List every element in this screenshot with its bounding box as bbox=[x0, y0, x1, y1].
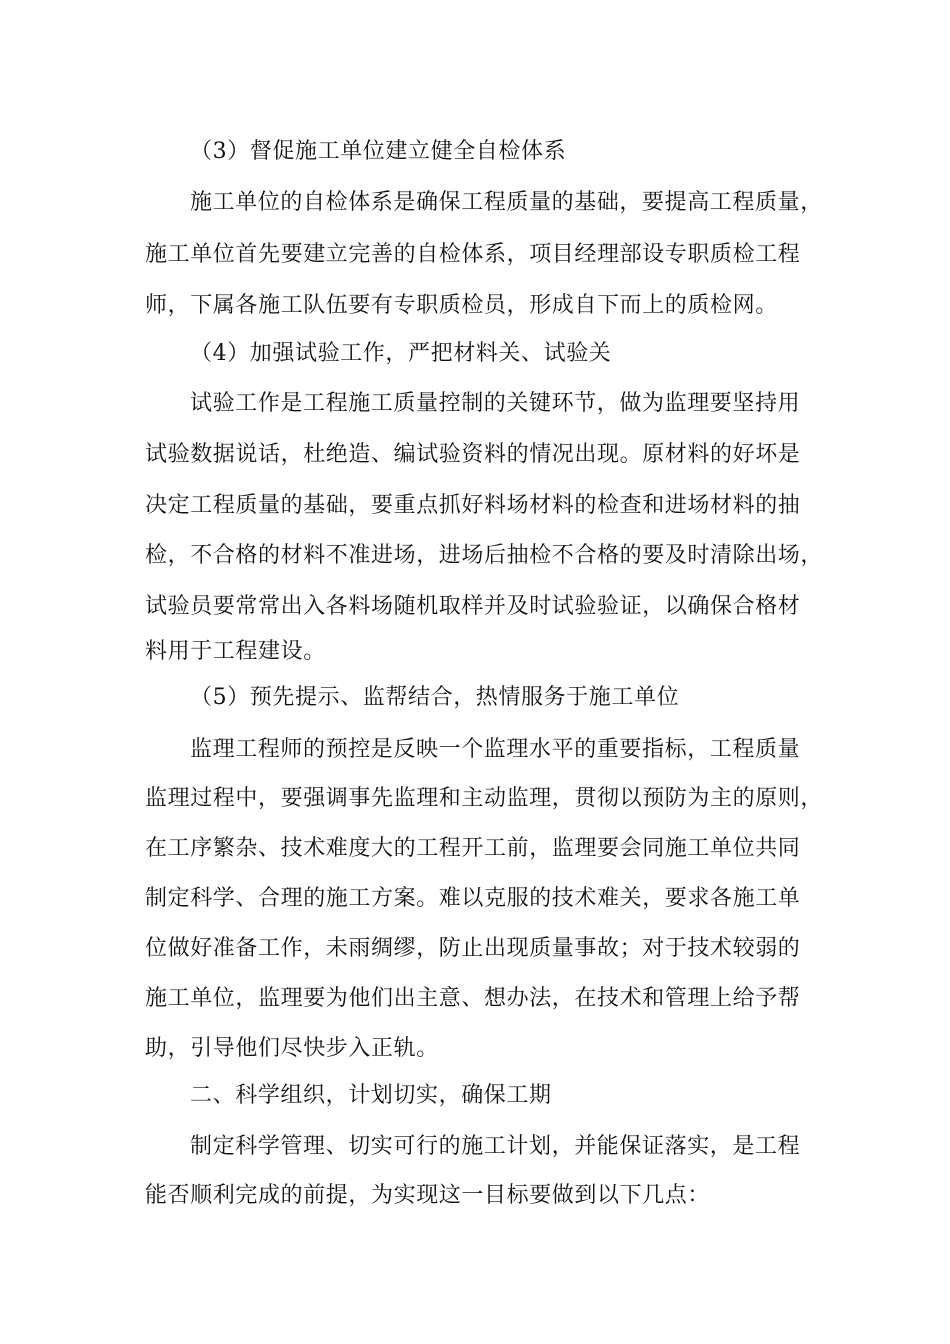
paragraph-line: 检，不合格的材料不准进场，进场后抽检不合格的要及时清除出场， bbox=[145, 543, 824, 568]
paragraph-line: 制定科学管理、切实可行的施工计划，并能保证落实，是工程 bbox=[190, 1134, 801, 1159]
heading-5: （5）预先提示、监帮结合，热情服务于施工单位 bbox=[190, 685, 680, 710]
paragraph-line: 施工单位首先要建立完善的自检体系，项目经理部设专职质检工程 bbox=[145, 242, 801, 267]
paragraph-line: 监理过程中，要强调事先监理和主动监理，贯彻以预防为主的原则， bbox=[145, 786, 824, 811]
paragraph-line: 监理工程师的预控是反映一个监理水平的重要指标，工程质量 bbox=[190, 737, 801, 762]
paragraph-line: 施工单位的自检体系是确保工程质量的基础，要提高工程质量， bbox=[190, 190, 823, 215]
paragraph-line: 试验工作是工程施工质量控制的关键环节，做为监理要坚持用 bbox=[190, 391, 801, 416]
paragraph-line: 在工序繁杂、技术难度大的工程开工前，监理要会同施工单位共同 bbox=[145, 836, 801, 861]
paragraph-line: 师，下属各施工队伍要有专职质检员，形成自下而上的质检网。 bbox=[145, 293, 778, 318]
paragraph-line: 决定工程质量的基础，要重点抓好料场材料的检查和进场材料的抽 bbox=[145, 493, 801, 518]
paragraph-line: 料用于工程建设。 bbox=[145, 639, 326, 664]
section-heading-2: 二、科学组织，计划切实，确保工期 bbox=[190, 1083, 552, 1108]
paragraph-line: 能否顺利完成的前提，为实现这一目标要做到以下几点： bbox=[145, 1183, 711, 1208]
paragraph-line: 位做好准备工作，未雨绸缪，防止出现质量事故；对于技术较弱的 bbox=[145, 936, 801, 961]
paragraph-line: 施工单位，监理要为他们出主意、想办法，在技术和管理上给予帮 bbox=[145, 986, 801, 1011]
heading-4: （4）加强试验工作，严把材料关、试验关 bbox=[190, 341, 612, 366]
paragraph-line: 助，引导他们尽快步入正轨。 bbox=[145, 1036, 439, 1061]
paragraph-line: 试验员要常常出入各料场随机取样并及时试验验证，以确保合格材 bbox=[145, 594, 801, 619]
paragraph-line: 试验数据说话，杜绝造、编试验资料的情况出现。原材料的好坏是 bbox=[145, 442, 801, 467]
paragraph-line: 制定科学、合理的施工方案。难以克服的技术难关，要求各施工单 bbox=[145, 886, 801, 911]
heading-3: （3）督促施工单位建立健全自检体系 bbox=[190, 139, 567, 164]
